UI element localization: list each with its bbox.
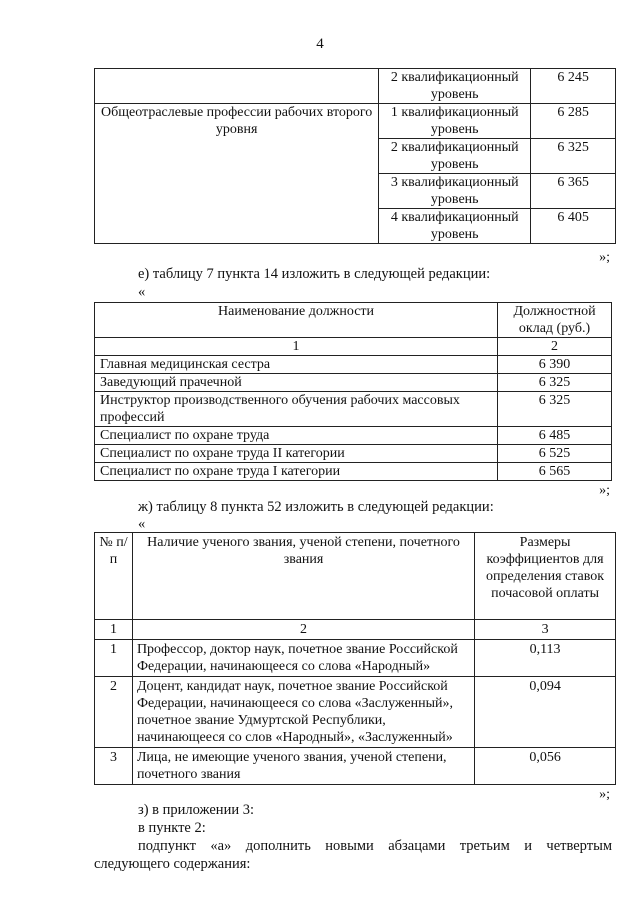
position-name: Инструктор производственного обучения рабочих массовых профессий bbox=[95, 392, 498, 427]
table-cell-value: 6 245 bbox=[531, 69, 616, 104]
table-row bbox=[95, 677, 616, 748]
row-text: Профессор, доктор наук, почетное звание Российской Федерации, начинающееся со слова «Народный» bbox=[132, 640, 474, 677]
header-salary: Должностной оклад (руб.) bbox=[498, 303, 612, 338]
table-row bbox=[95, 748, 616, 785]
table-cell-level: 1 квалификационный уровень bbox=[379, 104, 531, 139]
position-name: Специалист по охране труда bbox=[95, 427, 498, 445]
row-number: 1 bbox=[95, 640, 133, 677]
column-number: 2 bbox=[498, 338, 612, 356]
table-cell-value: 6 405 bbox=[531, 209, 616, 244]
end-quote: »; bbox=[599, 250, 610, 265]
open-quote: « bbox=[138, 516, 146, 532]
row-number: 2 bbox=[95, 677, 133, 748]
end-quote: »; bbox=[599, 787, 610, 802]
paragraph-zh: ж) таблицу 8 пункта 52 изложить в следующей редакции: bbox=[138, 499, 494, 515]
column-number: 1 bbox=[95, 620, 133, 640]
table-row bbox=[95, 374, 612, 392]
position-name: Заведующий прачечной bbox=[95, 374, 498, 392]
table-row bbox=[95, 338, 612, 356]
column-number: 3 bbox=[475, 620, 616, 640]
table-cell-value: 6 325 bbox=[531, 139, 616, 174]
position-name: Главная медицинская сестра bbox=[95, 356, 498, 374]
table-cell-level: 2 квалификационный уровень bbox=[379, 139, 531, 174]
table-row bbox=[95, 392, 612, 427]
table-row bbox=[95, 463, 612, 481]
coefficient-value: 0,094 bbox=[475, 677, 616, 748]
column-number: 2 bbox=[132, 620, 474, 640]
salary-value: 6 565 bbox=[498, 463, 612, 481]
coefficient-value: 0,113 bbox=[475, 640, 616, 677]
table-cell-empty bbox=[95, 69, 379, 104]
paragraph-z: з) в приложении 3: bbox=[138, 802, 254, 818]
column-number: 1 bbox=[95, 338, 498, 356]
paragraph-subpoint-cont: следующего содержания: bbox=[94, 856, 251, 872]
salary-value: 6 390 bbox=[498, 356, 612, 374]
table-row bbox=[95, 620, 616, 640]
paragraph-subpoint: подпункт «а» дополнить новыми абзацами третьим и четвертым bbox=[138, 838, 612, 854]
header-number: № п/п bbox=[95, 533, 133, 620]
row-text: Лица, не имеющие ученого звания, ученой степени, почетного звания bbox=[132, 748, 474, 785]
position-name: Специалист по охране труда II категории bbox=[95, 445, 498, 463]
table-cell-value: 6 285 bbox=[531, 104, 616, 139]
table-cell-value: 6 365 bbox=[531, 174, 616, 209]
end-quote: »; bbox=[599, 483, 610, 498]
qualification-table bbox=[94, 68, 616, 244]
table-header-row bbox=[95, 533, 616, 620]
row-text: Доцент, кандидат наук, почетное звание Российской Федерации, начинающееся со слова «Заслуженный», почетное звание Удмуртской Республики, начинающееся со слов «Народный», «Заслуженный» bbox=[132, 677, 474, 748]
table-row bbox=[95, 640, 616, 677]
table-cell-level: 2 квалификационный уровень bbox=[379, 69, 531, 104]
salary-value: 6 325 bbox=[498, 392, 612, 427]
table-row bbox=[95, 104, 616, 139]
salary-value: 6 485 bbox=[498, 427, 612, 445]
salary-value: 6 325 bbox=[498, 374, 612, 392]
position-name: Специалист по охране труда I категории bbox=[95, 463, 498, 481]
salary-value: 6 525 bbox=[498, 445, 612, 463]
row-number: 3 bbox=[95, 748, 133, 785]
positions-table bbox=[94, 302, 612, 481]
table-cell-group: Общеотраслевые профессии рабочих второго уровня bbox=[95, 104, 379, 244]
header-position-name: Наименование должности bbox=[95, 303, 498, 338]
table-row bbox=[95, 427, 612, 445]
table-header-row bbox=[95, 303, 612, 338]
header-coefficients: Размеры коэффициентов для определения ставок почасовой оплаты bbox=[475, 533, 616, 620]
paragraph-point-2: в пункте 2: bbox=[138, 820, 206, 836]
open-quote: « bbox=[138, 284, 146, 300]
page-number: 4 bbox=[316, 36, 324, 52]
table-cell-level: 3 квалификационный уровень bbox=[379, 174, 531, 209]
table-row bbox=[95, 69, 616, 104]
header-title: Наличие ученого звания, ученой степени, почетного звания bbox=[132, 533, 474, 620]
table-row bbox=[95, 445, 612, 463]
table-row bbox=[95, 356, 612, 374]
paragraph-e: е) таблицу 7 пункта 14 изложить в следующей редакции: bbox=[138, 266, 491, 282]
coefficients-table bbox=[94, 532, 616, 785]
table-cell-level: 4 квалификационный уровень bbox=[379, 209, 531, 244]
coefficient-value: 0,056 bbox=[475, 748, 616, 785]
